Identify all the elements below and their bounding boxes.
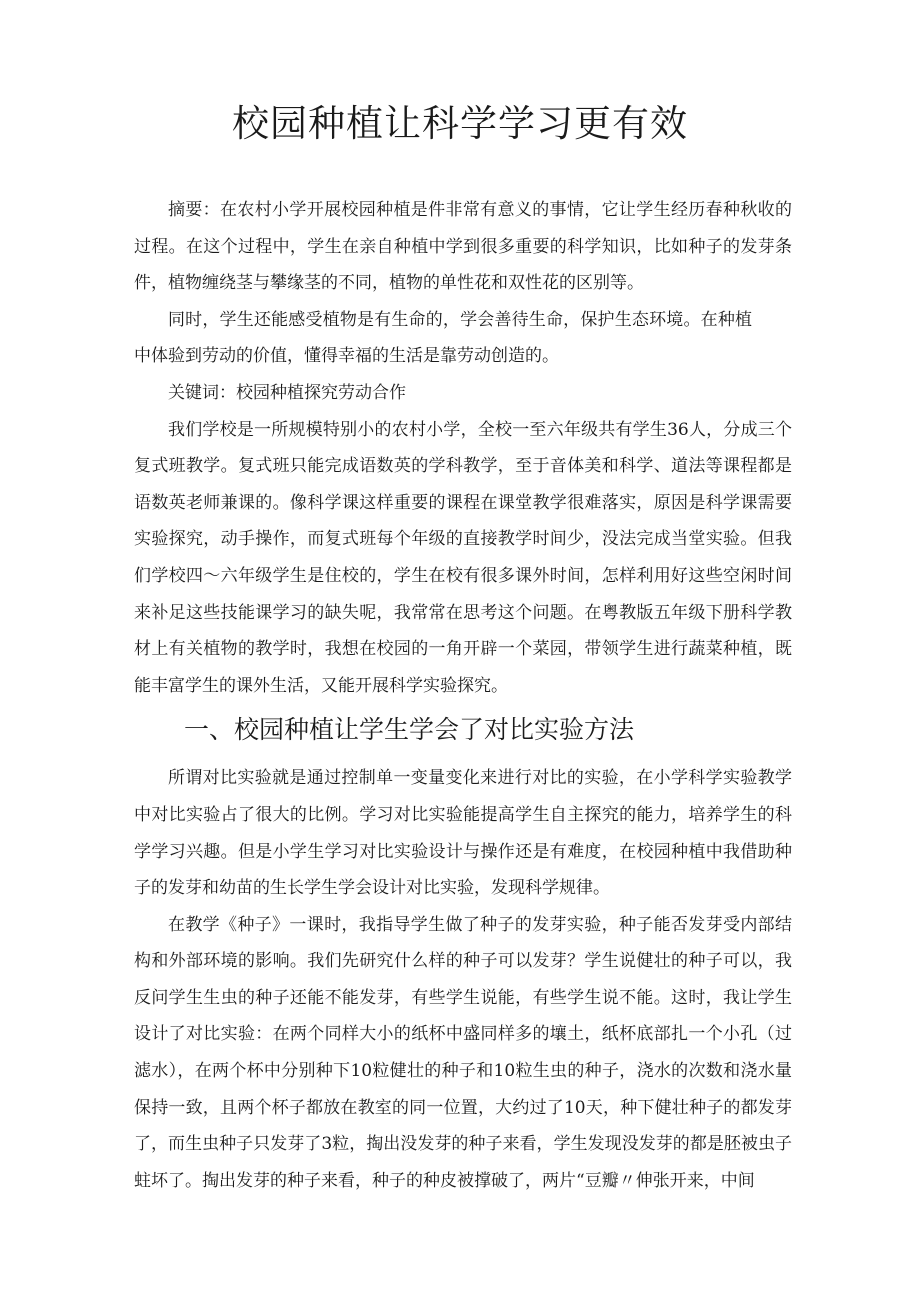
abstract-paragraph: 摘要：在农村小学开展校园种植是件非常有意义的事情，它让学生经历春种秋收的过程。在这个过程中，学生在亲自种植中学到很多重要的科学知识，比如种子的发芽条件，植物缠绕茎与攀缘茎的不同，植物的单性花和双性花的区别等。	[134, 200, 792, 294]
keywords-line: 关键词：校园种植探究劳动合作	[168, 382, 406, 403]
document-body	[134, 192, 792, 1199]
abstract-continuation-paragraph: 同时，学生还能感受植物是有生命的，学会善待生命，保护生态环境。在种植中体验到劳动的价值，懂得幸福的生活是靠劳动创造的。	[134, 309, 752, 367]
page-title: 校园种植让科学学习更有效	[232, 102, 688, 145]
intro-paragraph: 我们学校是一所规模特别小的农村小学，全校一至六年级共有学生36人，分成三个复式班教学。复式班只能完成语数英的学科教学，至于音体美和科学、道法等课程都是语数英老师兼课的。像科学课这样重要的课程在课堂教学很难落实，原因是科学课需要实验探究，动手操作，而复式班每个年级的直接教学时间少，没法完成当堂实验。但我们学校四～六年级学生是住校的，学生在校有很多课外时间，怎样利用好这些空闲时间来补足这些技能课学习的缺失呢，我常常在思考这个问题。在粤教版五年级下册科学教材上有关植物的教学时，我想在校园的一角开辟一个菜园，带领学生进行蔬菜种植，既能丰富学生的课外生活，又能开展科学实验探究。	[134, 419, 792, 696]
section-heading: 一、校园种植让学生学会了对比实验方法	[184, 715, 635, 745]
section-paragraph: 所谓对比实验就是通过控制单一变量变化来进行对比的实验，在小学科学实验教学中对比实验占了很大的比例。学习对比实验能提高学生自主探究的能力，培养学生的科学学习兴趣。但是小学生学习对比实验设计与操作还是有难度，在校园种植中我借助种子的发芽和幼苗的生长学生学会设计对比实验，发现科学规律。	[134, 768, 792, 899]
section-paragraph: 在教学《种子》一课时，我指导学生做了种子的发芽实验，种子能否发芽受内部结构和外部环境的影响。我们先研究什么样的种子可以发芽？学生说健壮的种子可以，我反问学生生虫的种子还能不能发芽，有些学生说能，有些学生说不能。这时，我让学生设计了对比实验：在两个同样大小的纸杯中盛同样多的壤土，纸杯底部扎一个小孔（过滤水），在两个杯中分别种下10粒健壮的种子和10粒生虫的种子，浇水的次数和浇水量保持一致，且两个杯子都放在教室的同一位置，大约过了10天，种下健壮种子的都发芽了，而生虫种子只发芽了3粒，掏出没发芽的种子来看，学生发现没发芽的都是胚被虫子蛀坏了。掏出发芽的种子来看，种子的种皮被撑破了，两片“豆瓣〃伸张开来，中间	[134, 914, 792, 1191]
